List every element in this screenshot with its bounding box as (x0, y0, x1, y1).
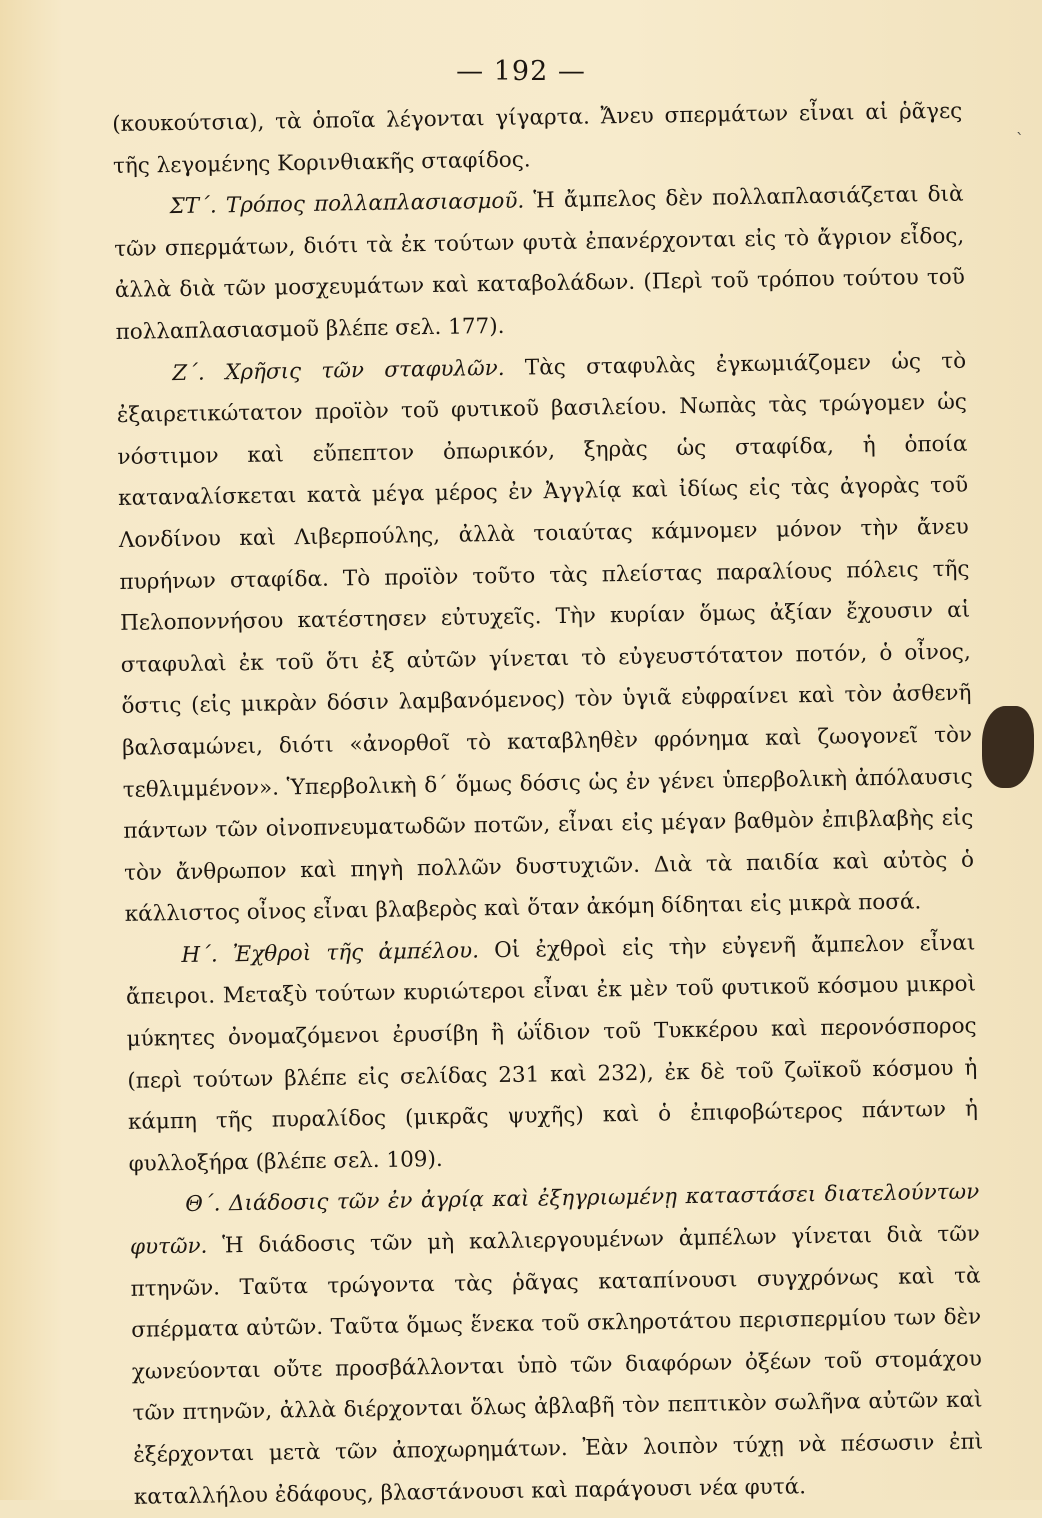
section-paragraph (125, 922, 979, 1185)
section-heading: ΣΤ΄. Τρόπος πολλαπλασιασμοῦ. (169, 188, 525, 220)
section-body: Τὰς σταφυλὰς ἐγκωμιάζομεν ὡς τὸ ἐξαιρετικώτατον προϊὸν τοῦ φυτικοῦ βασιλείου. Νωπὰς τὰς τρώγομεν ὡς νόστιμον καὶ εὔπεπτον ὀπωρικόν, ξηρὰς ὡς σταφίδα, ἡ ὁποία καταναλίσκεται κατὰ μέγα μέρος ἐν Ἀγγλίᾳ καὶ ἰδίως εἰς τὰς ἀγορὰς τοῦ Λονδίνου καὶ Λιβερπούλης, ἀλλὰ τοιαύτας κάμνομεν μόνον τὴν ἄνευ πυρήνων σταφίδα. Τὸ προϊὸν τοῦτο τὰς πλείστας παραλίους πόλεις τῆς Πελοποννήσου κατέστησεν εὐτυχεῖς. Τὴν κυρίαν ὅμως ἀξίαν ἔχουσιν αἱ σταφυλαὶ ἐκ τοῦ ὅτι ἐξ αὐτῶν γίνεται τὸ εὐγευστότατον ποτόν, ὁ οἶνος, ὅστις (εἰς μικρὰν δόσιν λαμβανόμενος) τὸν ὑγιᾶ εὐφραίνει καὶ τὸν ἀσθενῆ βαλσαμώνει, διότι «ἀνορθοῖ τὸ καταβληθὲν φρόνημα καὶ ζωογονεῖ τὸν τεθλιμμένον». Ὑπερβολικὴ δ΄ ὅμως δόσις ὡς ἐν γένει ὑπερβολικὴ ἀπόλαυσις πάντων τῶν οἰνοπνευματωδῶν ποτῶν, εἶναι εἰς μέγαν βαθμὸν ἐπιβλαβὴς εἰς τὸν ἄνθρωπον καὶ πηγὴ πολλῶν δυστυχιῶν. Διὰ τὰ παιδία καὶ αὐτὸς ὁ κάλλιστος οἶνος εἶναι βλαβερὸς καὶ ὅταν ἀκόμη δίδηται εἰς μικρὰ ποσά. (116, 348, 975, 928)
section-paragraph (116, 340, 975, 936)
page-number: — 192 — (456, 56, 586, 87)
section-body: Οἱ ἐχθροὶ εἰς τὴν εὐγενῆ ἄμπελον εἶναι ἄπειροι. Μεταξὺ τούτων κυριώτεροι εἶναι ἐκ μὲν τοῦ φυτικοῦ κόσμου μικροὶ μύκητες ὀνομαζόμενοι ἐρυσίβη ἢ ὠΐδιον τοῦ Τυκκέρου καὶ περονόσπορος (περὶ τούτων βλέπε εἰς σελίδας 231 καὶ 232), ἐκ δὲ τοῦ ζωϊκοῦ κόσμου ἡ κάμπη τῆς πυραλίδος (μικρᾶς ψυχῆς) καὶ ὁ ἐπιφοβώτερος πάντων ἡ φυλλοξήρα (βλέπε σελ. 109). (125, 930, 979, 1177)
margin-mark: ` (1016, 130, 1024, 149)
page-body (112, 91, 984, 1518)
section-heading: Η΄. Ἐχθροὶ τῆς ἀμπέλου. (181, 938, 480, 968)
section-body: Ἡ διάδοσις τῶν μὴ καλλιεργουμένων ἀμπέλων γίνεται διὰ τῶν πτηνῶν. Ταῦτα τρώγοντα τὰς ῥᾶγας καταπίνουσι συγχρόνως καὶ τὰ σπέρματα αὐτῶν. Ταῦτα ὅμως ἕνεκα τοῦ σκληροτάτου περισπερμίου των δὲν χωνεύονται οὔτε προσβάλλονται ὑπὸ τῶν διαφόρων ὀξέων τοῦ στομάχου τῶν πτηνῶν, ἀλλὰ διέρχονται ὅλως ἀβλαβῆ τὸν πεπτικὸν σωλῆνα αὐτῶν καὶ ἐξέρχονται μετὰ τῶν ἀποχωρημάτων. Ἐὰν λοιπὸν τύχῃ νὰ πέσωσιν ἐπὶ καταλλήλου ἐδάφους, βλαστάνουσι καὶ παράγουσι νέα φυτά. (130, 1221, 984, 1510)
section-paragraph (113, 174, 966, 354)
ink-stain (982, 706, 1034, 788)
section-heading: Ζ΄. Χρῆσις τῶν σταφυλῶν. (172, 355, 505, 386)
section-body: Ἡ ἄμπελος δὲν πολλαπλασιάζεται διὰ τῶν σπερμάτων, διότι τὰ ἐκ τούτων φυτὰ ἐπανέρχονται εἰς τὸ ἄγριον εἶδος, ἀλλὰ διὰ τῶν μοσχευμάτων καὶ καταβολάδων. (Περὶ τοῦ τρόπου τούτου τοῦ πολλαπλασιασμοῦ βλέπε σελ. 177). (114, 181, 966, 345)
section-paragraph (129, 1172, 984, 1518)
intro-paragraph: (κουκούτσια), τὰ ὁποῖα λέγονται γίγαρτα. Ἄνευ σπερμάτων εἶναι αἱ ῥᾶγες τῆς λεγομένης Κορινθιακῆς σταφίδος. (112, 98, 963, 179)
section-heading: Θ΄. Διάδοσις τῶν ἐν ἀγρίᾳ καὶ ἐξηγριωμένῃ καταστάσει διατελούντων φυτῶν. (129, 1179, 980, 1260)
